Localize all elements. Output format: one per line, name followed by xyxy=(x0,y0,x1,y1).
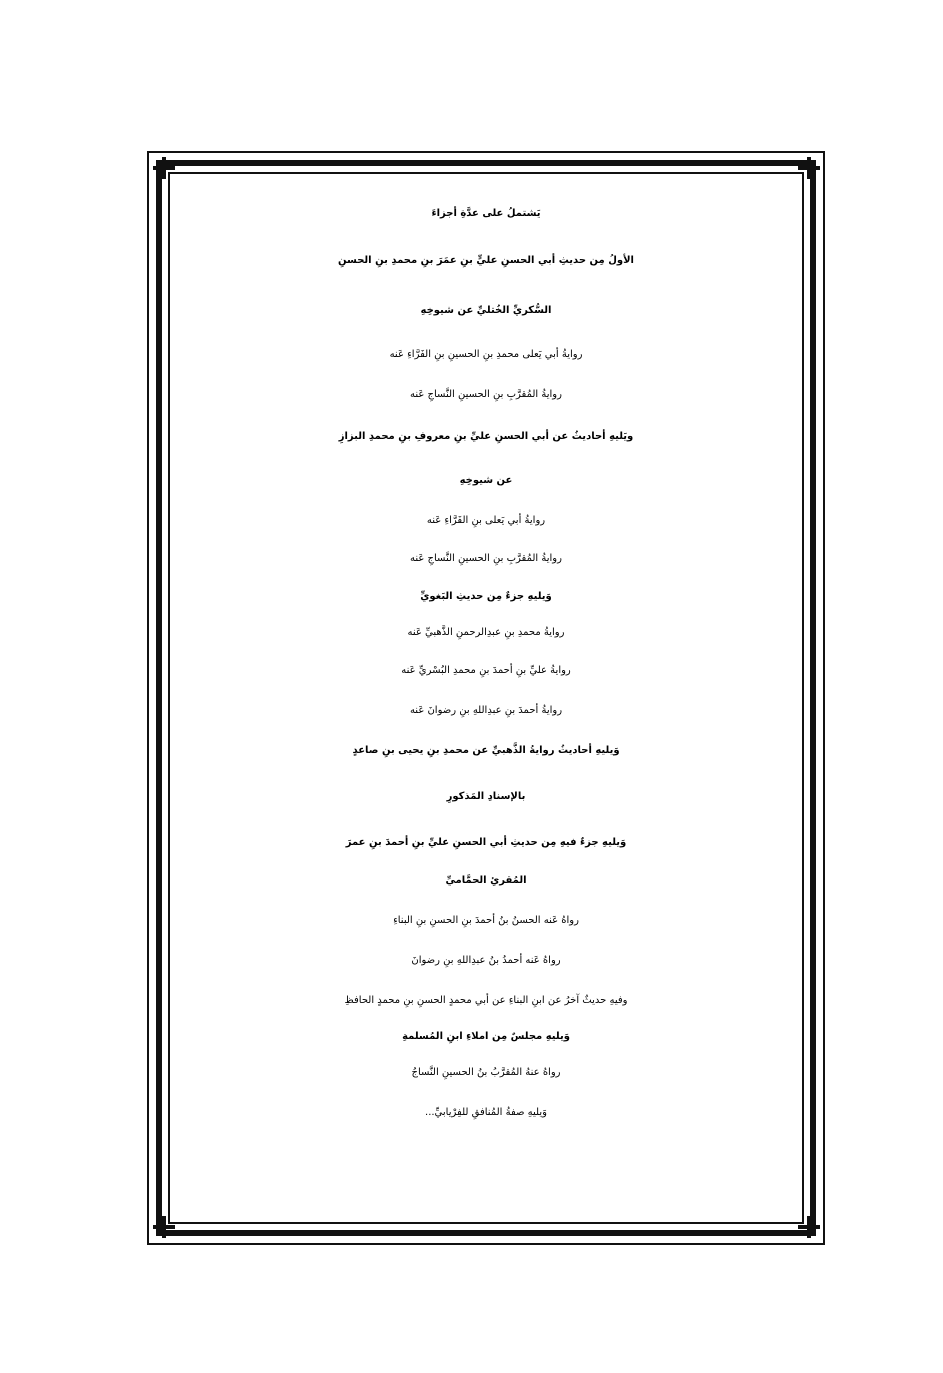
contents-line: روايةُ المُقرَّبِ بنِ الحسينِ النَّساجِ عَنه xyxy=(410,553,562,564)
contents-line: عن شيوخِهِ xyxy=(459,475,513,486)
contents-line: الأولُ مِن حديثِ أبي الحسنِ عليٍّ بنِ عمَرَ بنِ محمدِ بنِ الحسنِ xyxy=(338,255,634,266)
contents-line: رواهُ عَنه الحسنُ بنُ أحمدَ بنِ الحسنِ بنِ البناءِ xyxy=(393,915,579,926)
contents-line: روايةُ أبي يَعلى محمدِ بنِ الحسينِ بنِ الفَرَّاءِ عَنه xyxy=(389,349,583,360)
contents-line: روايةُ المُقرَّبِ بنِ الحسينِ النَّساجِ عَنه xyxy=(410,389,562,400)
contents-line: روايةُ أحمدَ بنِ عبدِاللهِ بنِ رضوانَ عَنه xyxy=(409,705,563,716)
corner-ornament-top-right xyxy=(798,157,820,179)
contents-line: وَيليهِ جزءٌ فيهِ مِن حديثِ أبي الحسنِ عليِّ بنِ أحمدَ بنِ عمرَ xyxy=(345,837,627,848)
contents-line: روايةُ محمدِ بنِ عبدِالرحمنِ الذَّهبيِّ عَنه xyxy=(407,627,565,638)
contents-line: وَيليهِ جزءٌ مِن حديثِ البَغويِّ xyxy=(420,591,552,602)
contents-line: وَيليهِ مجلسٌ مِن املاءِ ابنِ المُسلمةِ xyxy=(402,1031,570,1042)
corner-ornament-bottom-right xyxy=(798,1216,820,1238)
contents-line: ويَليهِ أحاديثُ عن أبي الحسنِ عليِّ بنِ معروفِ بنِ محمدِ البزازِ xyxy=(338,431,634,442)
contents-line: وَيليهِ أحاديثُ روايةُ الذَّهبيِّ عن محمدِ بنِ يحيى بنِ صاعدٍ xyxy=(352,745,620,756)
contents-line: روايةُ عليِّ بنِ أحمدَ بنِ محمدِ البُسْريِّ عَنه xyxy=(401,665,571,676)
contents-list xyxy=(176,196,796,1126)
contents-line: رواهُ عنهُ المُقرَّبُ بنُ الحسينِ النَّساجُ xyxy=(411,1067,561,1078)
contents-line: وفيهِ حديثٌ آخرُ عن ابنِ البناءِ عن أبي محمدٍ الحسنِ بنِ محمدٍ الحافظِ xyxy=(344,995,628,1006)
contents-line: رواهُ عَنه أحمدُ بنُ عبدِاللهِ بنِ رضوانَ xyxy=(411,955,561,966)
corner-ornament-top-left xyxy=(153,157,175,179)
contents-line: المُقرئِ الحمَّاميِّ xyxy=(445,875,527,886)
contents-line: روايةُ أبي يَعلى بنِ الفَرَّاءِ عَنه xyxy=(426,515,546,526)
contents-line: بالإسنادِ المَذكورِ xyxy=(446,791,526,802)
corner-ornament-bottom-left xyxy=(153,1216,175,1238)
page-heading: يَشتملُ على عدَّةِ أجزاءَ xyxy=(431,208,541,219)
contents-line: وَيليهِ صفةُ المُنافقِ للفِرْيابيِّ... xyxy=(425,1107,547,1118)
contents-line: السُّكريِّ الخُتليِّ عن شيوخِهِ xyxy=(420,305,552,316)
